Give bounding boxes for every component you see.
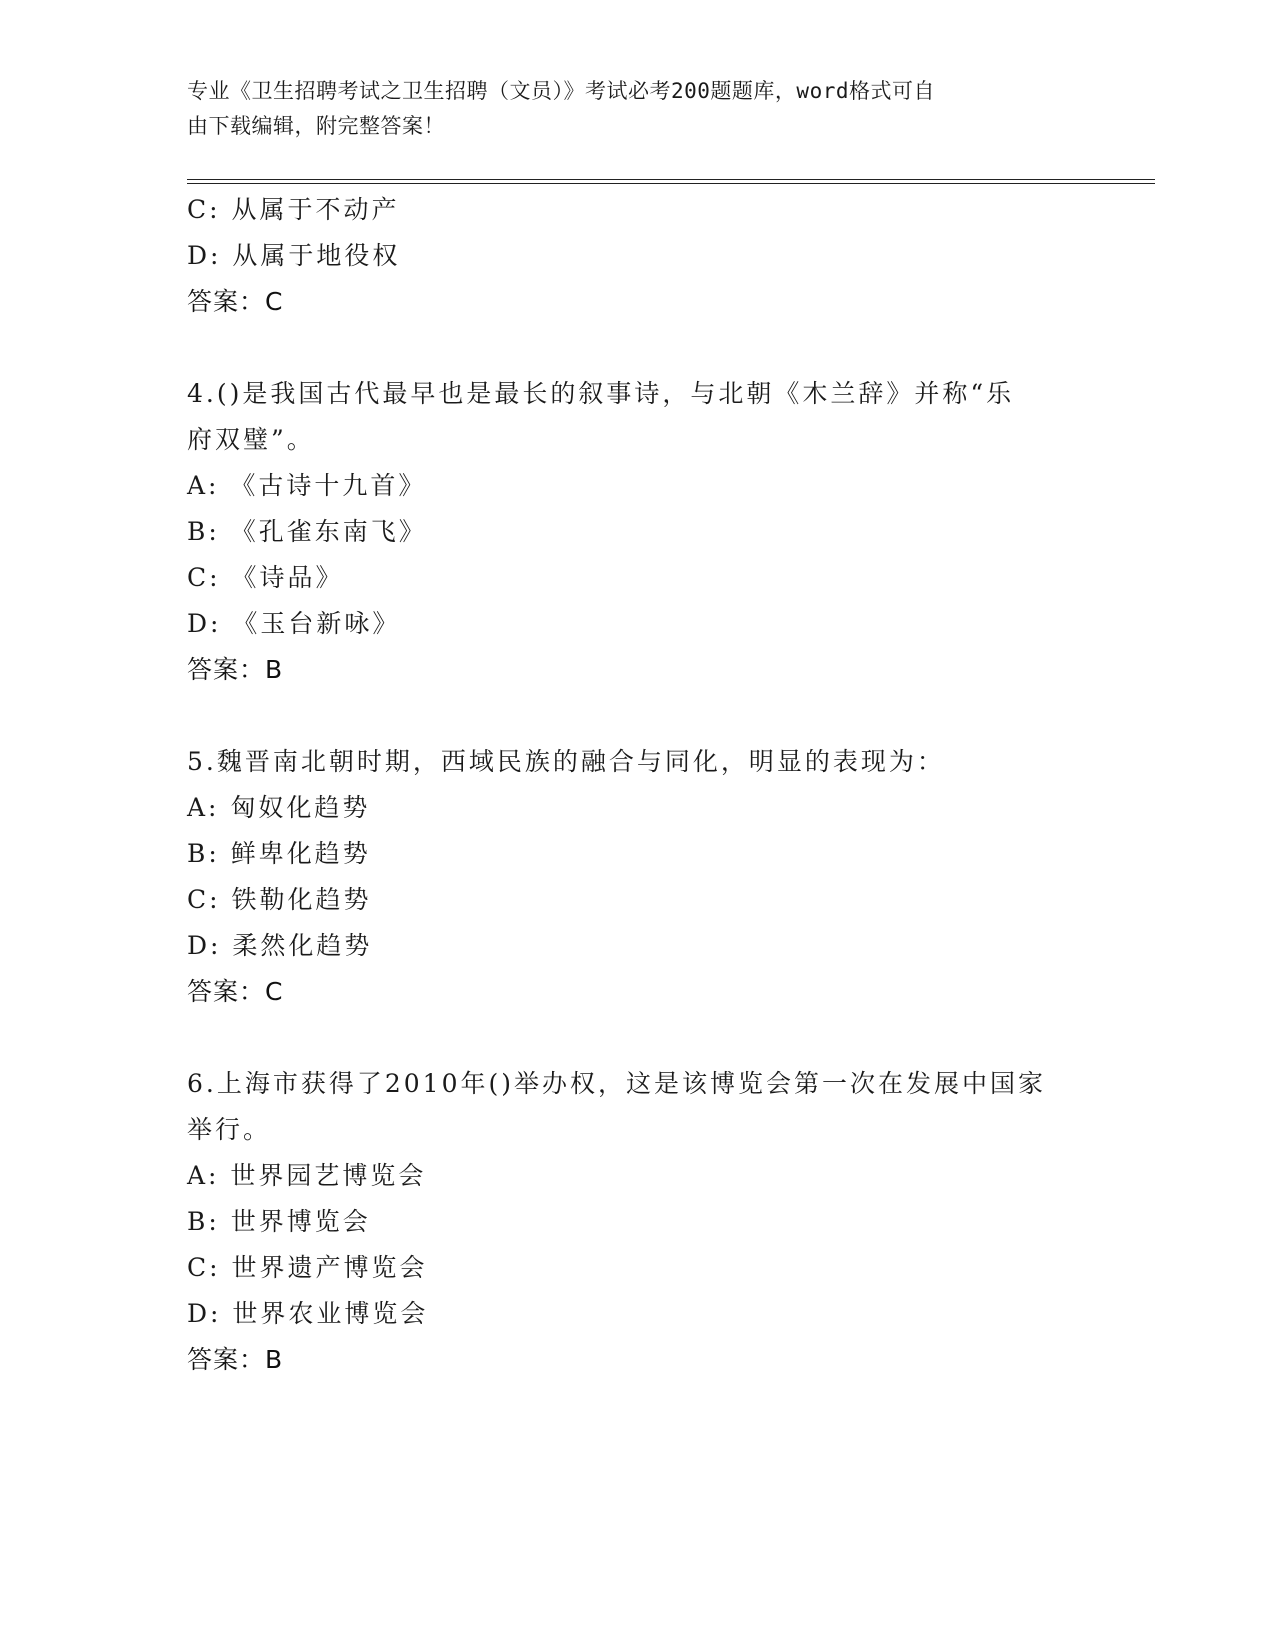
- option-a: A: 匈奴化趋势: [187, 793, 371, 822]
- document-header: [187, 74, 1067, 144]
- option-d: D: 《玉台新咏》: [187, 609, 401, 638]
- spacer: [187, 325, 1087, 371]
- question-4: [187, 371, 1087, 693]
- option-b: B: 世界博览会: [187, 1207, 371, 1236]
- question-3-continued: [187, 187, 1087, 325]
- question-list: [187, 187, 1087, 1383]
- option-b: B: 鲜卑化趋势: [187, 839, 371, 868]
- option-d: D: 柔然化趋势: [187, 931, 373, 960]
- option-a: A: 世界园艺博览会: [187, 1161, 427, 1190]
- spacer: [187, 693, 1087, 739]
- question-5: [187, 739, 1087, 1015]
- header-line-1: 专业《卫生招聘考试之卫生招聘（文员）》考试必考200题题库，word格式可自: [187, 79, 935, 103]
- question-stem: 6.上海市获得了2010年()举办权，这是该博览会第一次在发展中国家: [187, 1069, 1046, 1098]
- option-b: B: 《孔雀东南飞》: [187, 517, 427, 546]
- answer-line: 答案：B: [187, 655, 284, 684]
- option-d: D: 从属于地役权: [187, 241, 401, 270]
- question-stem-continued: 府双璧”。: [187, 425, 315, 454]
- answer-line: 答案：B: [187, 1345, 284, 1374]
- header-line-2: 由下载编辑，附完整答案！: [187, 114, 445, 138]
- answer-line: 答案：C: [187, 977, 284, 1006]
- option-a: A: 《古诗十九首》: [187, 471, 427, 500]
- question-6: [187, 1061, 1087, 1383]
- option-c: C: 铁勒化趋势: [187, 885, 372, 914]
- spacer: [187, 1015, 1087, 1061]
- question-stem-continued: 举行。: [187, 1115, 272, 1144]
- option-c: C: 从属于不动产: [187, 195, 400, 224]
- header-rule-bottom: [187, 183, 1155, 184]
- option-d: D: 世界农业博览会: [187, 1299, 429, 1328]
- option-c: C: 世界遗产博览会: [187, 1253, 428, 1282]
- question-stem: 5.魏晋南北朝时期，西域民族的融合与同化，明显的表现为：: [187, 747, 945, 776]
- option-c: C: 《诗品》: [187, 563, 344, 592]
- question-stem: 4.()是我国古代最早也是最长的叙事诗，与北朝《木兰辞》并称“乐: [187, 379, 1015, 408]
- header-rule-top: [187, 179, 1155, 180]
- answer-line: 答案：C: [187, 287, 284, 316]
